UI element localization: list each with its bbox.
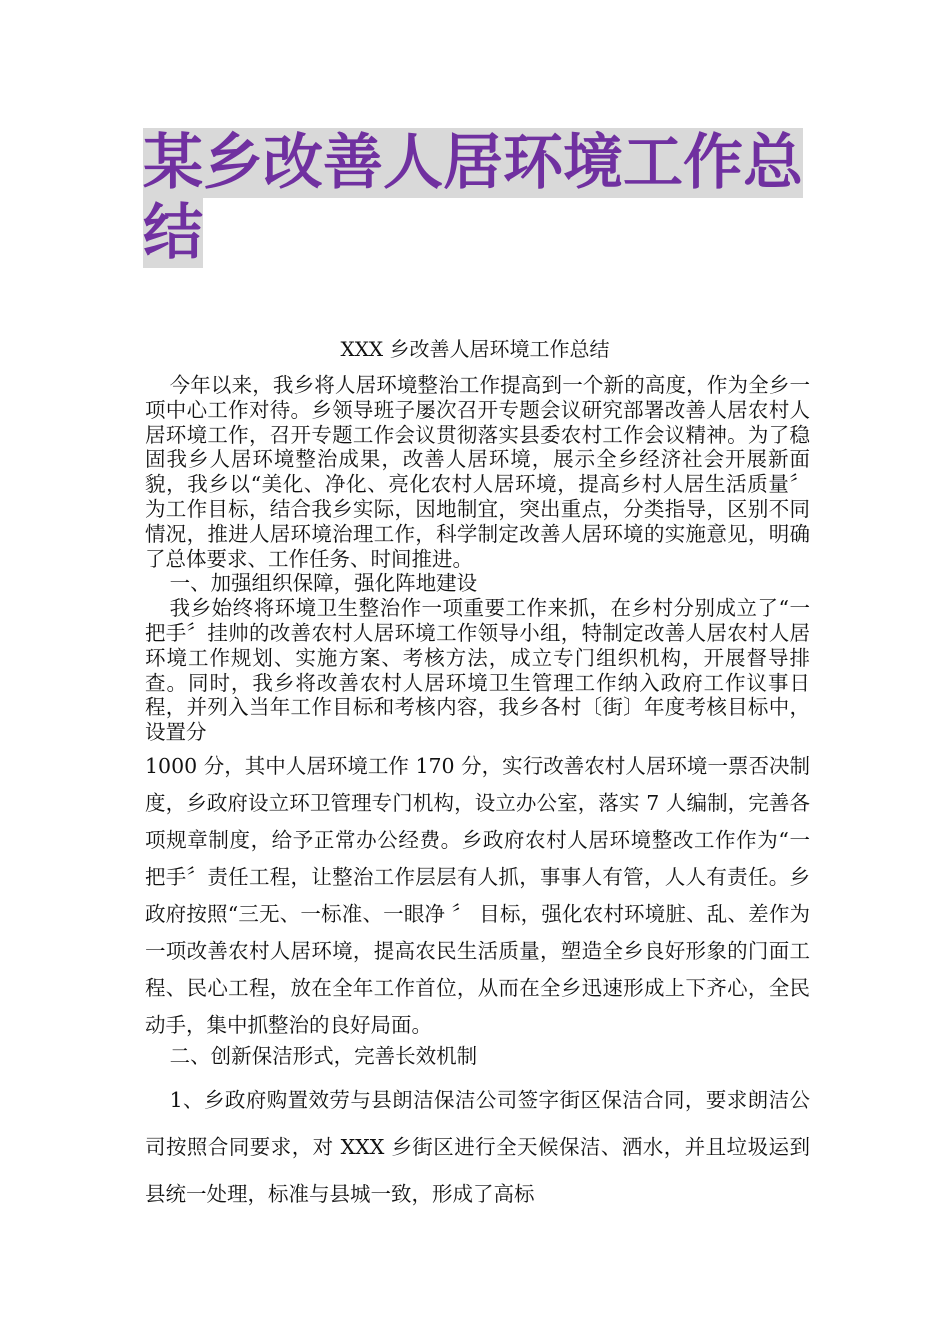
paragraph-intro: 今年以来，我乡将人居环境整治工作提高到一个新的高度，作为全乡一项中心工作对待。乡领导班子屡次召开专题会议研究部署改善人居农村人居环境工作，召开专题工作会议贯彻落实县委农村工作会议精神。为了稳固我乡人居环境整治成果，改善人居环境，展示全乡经济社会开展新面貌，我乡以“美化、净化、亮化农村人居环境，提高乡村人居生活质量〞为工作目标，结合我乡实际，因地制宜，突出重点，分类指导，区别不同情况，推进人居环境治理工作，科学制定改善人居环境的实施意见，明确了总体要求、工作任务、时间推进。: [145, 373, 810, 571]
document-body: [145, 373, 810, 1218]
document-subtitle: XXX 乡改善人居环境工作总结: [340, 337, 610, 361]
paragraph-section-1-cont: 1000 分，其中人居环境工作 170 分，实行改善农村人居环境一票否决制度，乡政府设立环卫管理专门机构，设立办公室，落实 7 人编制，完善各项规章制度，给予正常办公经费。乡政府农村人居环境整改工作作为“一把手〞责任工程，让整治工作层层有人抓，事事人有管，人人有责任。乡政府按照“三无、一标准、一眼净 〞 目标，强化农村环境脏、乱、差作为一项改善农村人居环境，提高农民生活质量，塑造全乡良好形象的门面工程、民心工程，放在全年工作首位，从而在全乡迅速形成上下齐心，全民动手，集中抓整治的良好局面。: [145, 753, 810, 1037]
section-heading-1: 一、加强组织保障，强化阵地建设: [169, 571, 478, 596]
document-title: [143, 128, 823, 268]
paragraph-section-1: 我乡始终将环境卫生整治作一项重要工作来抓，在乡村分别成立了“一把手〞挂帅的改善农村人居环境工作领导小组，特制定改善人居农村人居环境工作规划、实施方案、考核方法，成立专门组织机构，开展督导排查。同时，我乡将改善农村人居环境卫生管理工作纳入政府工作议事日程，并列入当年工作目标和考核内容，我乡各村〔街〕年度考核目标中，设置分: [145, 596, 810, 745]
document-title-text: 某乡改善人居环境工作总结: [143, 128, 803, 268]
section-heading-2: 二、创新保洁形式，完善长效机制: [169, 1043, 478, 1068]
paragraph-section-2: 1、乡政府购置效劳与县朗洁保洁公司签字街区保洁合同，要求朗洁公司按照合同要求，对 XXX 乡街区进行全天候保洁、洒水，并且垃圾运到县统一处理，标准与县城一致，形成了高标: [145, 1087, 810, 1206]
